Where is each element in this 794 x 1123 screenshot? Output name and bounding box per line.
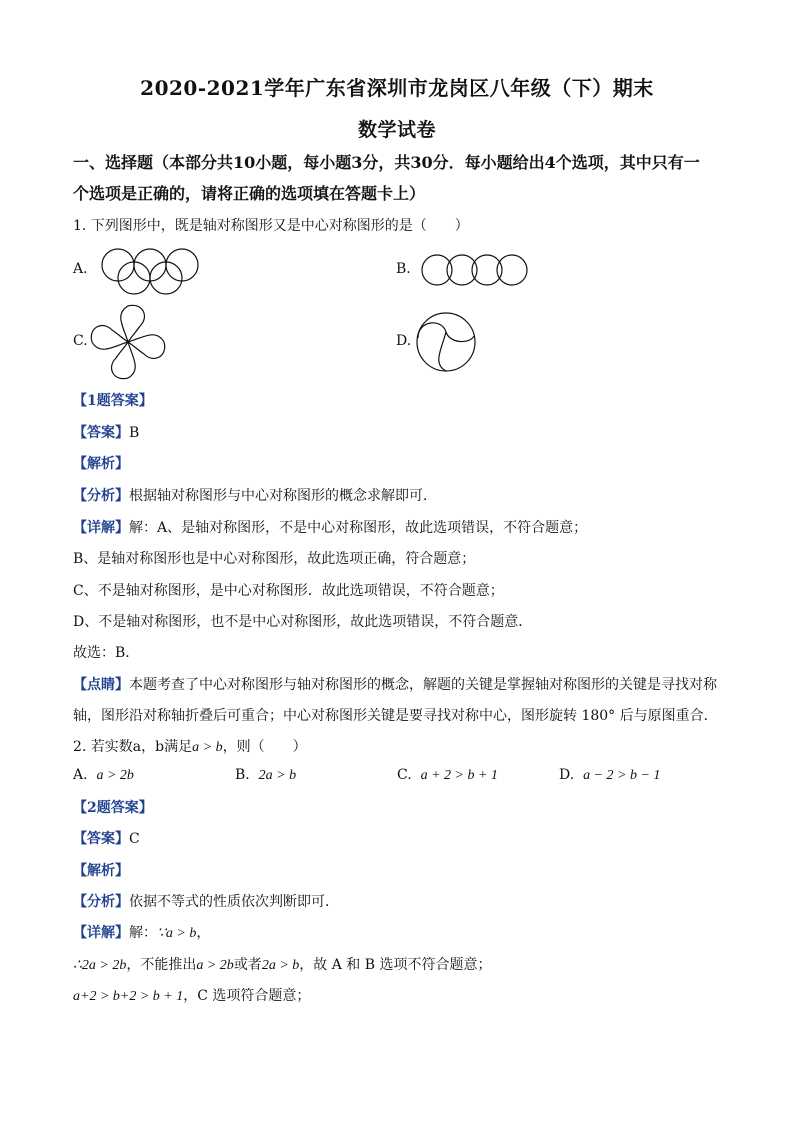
- q2-step2-text: ，C 选项符合题意；: [183, 988, 311, 1004]
- q2-option-b: [235, 767, 296, 784]
- outer-circle: [417, 313, 475, 371]
- q1-option-b-label: B.: [396, 261, 411, 277]
- section-heading-line2: 个选项是正确的，请将正确的选项填在答题卡上）: [73, 184, 426, 203]
- q1-stem: 1. 下列图形中，既是轴对称图形又是中心对称图形的是（ ）: [73, 218, 469, 234]
- q2-step1-math3: 2a > b: [261, 958, 300, 973]
- q2-xiangjie-suffix: ，: [196, 925, 211, 941]
- q1-fenxi: [73, 485, 437, 505]
- petal-2: [128, 335, 165, 359]
- q1-xiangjie-text: 解：A、是轴对称图形，不是中心对称图形，故此选项错误，不符合题意；: [129, 520, 588, 536]
- q2-step1-math2: a > 2b: [196, 958, 234, 973]
- q2-step1-text1: ，不能推出: [126, 957, 197, 973]
- q1-option-c-figure: [88, 302, 168, 382]
- q1-dianjing-text2: 轴，图形沿对称轴折叠后可重合；中心对称图形关键是要寻找对称中心，图形旋转 180° 后与原图重合．: [73, 708, 718, 724]
- q2-xiangjie-math: ∵a > b: [157, 926, 197, 941]
- q2-answer-value: C: [129, 831, 140, 847]
- q2-step1-text2: 或者: [233, 957, 262, 973]
- q2-analysis-tag: 【解析】: [73, 863, 129, 879]
- q1-line-c: C、不是轴对称图形，是中心对称图形．故此选项错误，不符合题意；: [73, 583, 504, 599]
- q2-step1-text3: ，故 A 和 B 选项不符合题意；: [299, 957, 492, 973]
- q1-conclusion: 故选：B．: [73, 645, 140, 661]
- q2-option-c: [397, 767, 498, 784]
- petal-1: [121, 305, 145, 342]
- q1-answer-label: 【答案】: [73, 425, 129, 441]
- q1-fenxi-text: 根据轴对称图形与中心对称图形的概念求解即可．: [129, 488, 437, 504]
- q2-option-a-label: A.: [73, 767, 88, 783]
- q1-answer: [73, 422, 139, 442]
- q1-option-c-label: C.: [73, 333, 88, 349]
- q1-dianjing-label: 【点睛】: [73, 677, 129, 693]
- page-subtitle: 数学试卷: [357, 119, 436, 141]
- q1-answer-tag: 【1题答案】: [73, 393, 153, 409]
- q1-dianjing-text1: 本题考查了中心对称图形与轴对称图形的概念，解题的关键是掌握轴对称图形的关键是寻找对称: [129, 677, 717, 693]
- q2-xiangjie: [73, 922, 210, 942]
- q1-option-a-figure: [90, 240, 210, 300]
- q2-answer-label: 【答案】: [73, 831, 129, 847]
- q1-answer-value: B: [129, 425, 140, 441]
- q2-stem: [73, 736, 307, 756]
- petal-3: [112, 342, 136, 379]
- q2-stem-math: a > b: [192, 740, 223, 755]
- q2-option-c-math: a + 2 > b + 1: [420, 768, 498, 783]
- q1-dianjing: [73, 674, 717, 694]
- q1-option-d-label: D.: [396, 333, 412, 349]
- q1-option-d-figure: [412, 308, 480, 376]
- q2-option-c-label: C.: [397, 767, 412, 783]
- page-title: 2020-2021学年广东省深圳市龙岗区八年级（下）期末: [140, 76, 654, 100]
- q2-fenxi-label: 【分析】: [73, 894, 129, 910]
- q1-xiangjie-label: 【详解】: [73, 520, 129, 536]
- q1-analysis-tag: 【解析】: [73, 456, 129, 472]
- q2-xiangjie-label: 【详解】: [73, 925, 129, 941]
- q1-option-b-figure: [415, 248, 530, 292]
- q2-option-a-math: a > 2b: [96, 768, 134, 783]
- q1-fenxi-label: 【分析】: [73, 488, 129, 504]
- petal-4: [91, 326, 128, 350]
- q2-step2: [73, 985, 310, 1005]
- q2-option-b-label: B.: [235, 767, 250, 783]
- q2-option-d: [559, 767, 660, 784]
- q2-option-d-label: D.: [559, 767, 575, 783]
- q1-xiangjie: [73, 517, 587, 537]
- q2-fenxi: [73, 891, 339, 911]
- q2-option-a: [73, 767, 134, 784]
- q1-line-b: B、是轴对称图形也是中心对称图形，故此选项正确，符合题意；: [73, 551, 476, 567]
- q1-line-d: D、不是轴对称图形，也不是中心对称图形，故此选项错误，不符合题意．: [73, 614, 533, 630]
- q2-step1-math1: ∴2a > 2b: [73, 958, 127, 973]
- q1-option-a-label: A.: [73, 261, 88, 277]
- q2-answer-tag: 【2题答案】: [73, 800, 153, 816]
- q2-xiangjie-prefix: 解：: [129, 925, 157, 941]
- section-heading-line1: 一、选择题（本部分共10小题，每小题3分，共30分．每小题给出4个选项，其中只有一: [73, 153, 700, 172]
- q2-stem-prefix: 2. 若实数a，b满足: [73, 739, 193, 755]
- q2-option-b-math: 2a > b: [258, 768, 297, 783]
- q2-option-d-math: a − 2 > b − 1: [583, 768, 661, 783]
- q2-stem-suffix: ，则（ ）: [222, 739, 307, 755]
- q2-answer: [73, 828, 140, 848]
- q2-fenxi-text: 依据不等式的性质依次判断即可．: [129, 894, 339, 910]
- q2-step2-math: a+2 > b+2 > b + 1: [73, 989, 184, 1004]
- q2-step1: [73, 954, 491, 974]
